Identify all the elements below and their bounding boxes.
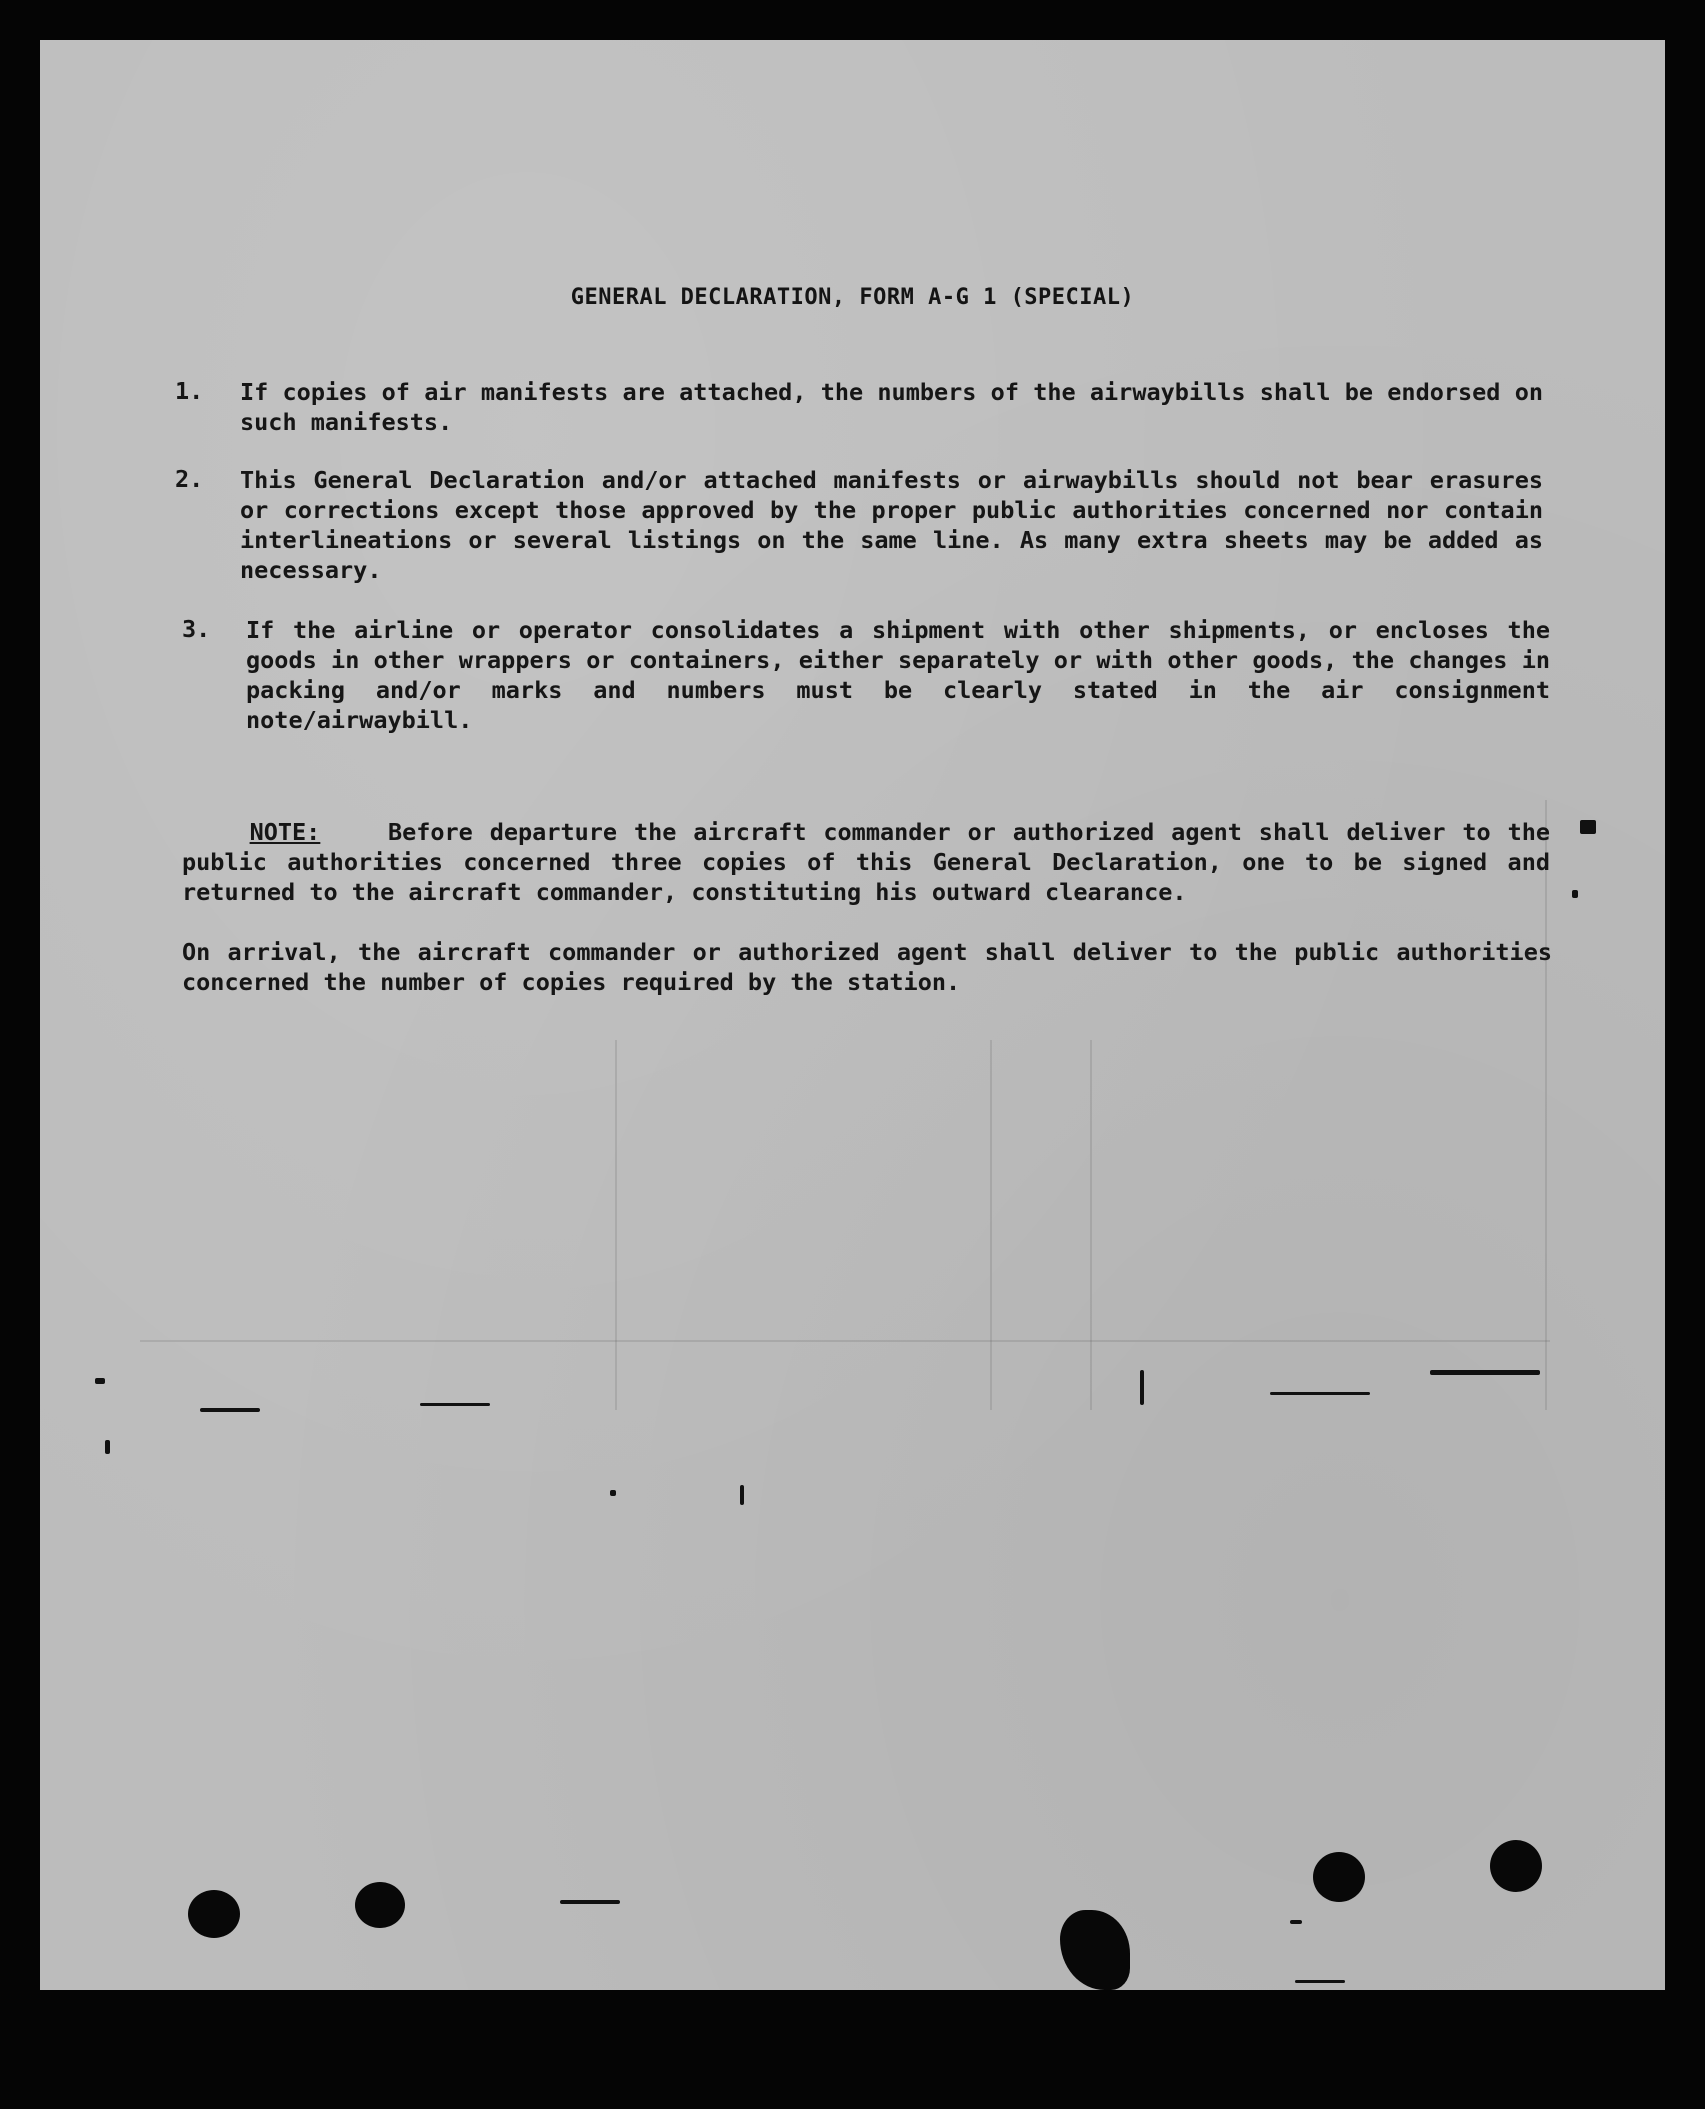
speck [200, 1408, 260, 1412]
item-text: This General Declaration and/or attached manifests or airwaybills should not bear erasures or corrections except those approved by the proper public authorities concerned nor contain interlineations or several listings on the same line. As many extra sheets may be added as necessary. [240, 466, 1558, 584]
item-number: 3. [182, 615, 211, 643]
speck [1140, 1370, 1144, 1405]
speck [105, 1440, 110, 1454]
bleed-through-line [615, 1040, 617, 1410]
speck [95, 1378, 105, 1384]
note-text: Before departure the aircraft commander or authorized agent shall deliver to the public authorities concerned three copies of this General Declaration, one to be signed and returned to the aircraft commander, constituting his outward clearance. [182, 818, 1565, 906]
torn-mark [1060, 1910, 1130, 1990]
note-paragraph [182, 787, 1565, 937]
punch-hole [1490, 1840, 1542, 1892]
document-page [40, 40, 1665, 1990]
item-text: If the airline or operator consolidates a shipment with other shipments, or encloses the goods in other wrappers or containers, either separately or with other goods, the changes in packing and/or marks and numbers must be clearly stated in the air consignment note/airwaybill. [246, 616, 1565, 734]
note-label: NOTE: [249, 818, 321, 846]
item-text: If copies of air manifests are attached, the numbers of the airwaybills shall be endorsed on such manifests. [240, 378, 1558, 436]
speck [1430, 1370, 1540, 1375]
speck [1270, 1392, 1370, 1395]
punch-hole [188, 1890, 240, 1938]
speck [420, 1403, 490, 1406]
bleed-through-line [140, 1340, 1550, 1342]
bleed-through-line [1090, 1040, 1092, 1410]
speck [740, 1485, 744, 1505]
item-number: 2. [175, 465, 204, 493]
speck [610, 1490, 616, 1496]
speck [1290, 1920, 1302, 1924]
punch-hole [1313, 1852, 1365, 1902]
speck [1572, 890, 1578, 898]
speck [1295, 1980, 1345, 1983]
item-number: 1. [175, 377, 204, 405]
bleed-through-line [990, 1040, 992, 1410]
punch-hole [355, 1882, 405, 1928]
arrival-paragraph: On arrival, the aircraft commander or authorized agent shall deliver to the public authorities concerned the number of copies required by the station. [182, 938, 1567, 996]
document-title: GENERAL DECLARATION, FORM A-G 1 (SPECIAL) [570, 285, 1135, 310]
speck [1580, 820, 1596, 834]
speck [560, 1900, 620, 1904]
